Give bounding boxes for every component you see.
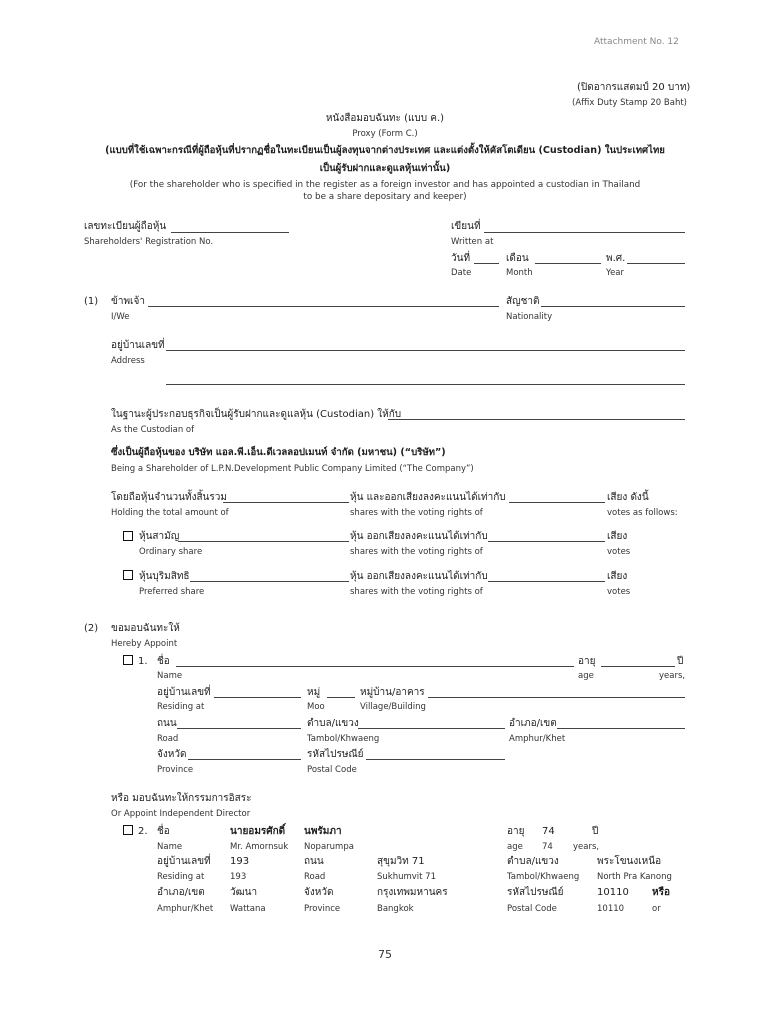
year-field[interactable]	[627, 263, 685, 264]
p2-tambol-value-th: พระโขนงเหนือ	[597, 856, 662, 867]
ordinary-label-en: Ordinary share	[139, 547, 203, 557]
p2-first-name-en: Mr. Amornsuk	[230, 842, 289, 852]
ordinary-share-checkbox[interactable]	[123, 531, 133, 541]
p1-residing-label-en: Residing at	[157, 702, 205, 712]
holding-label-th: โดยถือหุ้นจำนวนทั้งสิ้นรวม	[111, 492, 227, 503]
p2-tambol-label-th: ตำบล/แขวง	[507, 856, 559, 867]
reg-no-field[interactable]	[171, 232, 289, 233]
section-1-number: (1)	[84, 296, 99, 307]
preferred-votes-en: votes	[607, 587, 631, 597]
p1-road-field[interactable]	[177, 728, 301, 729]
shares-vote-en: shares with the voting rights of	[350, 508, 483, 518]
p2-age-value-th: 74	[542, 826, 555, 837]
iwe-label-th: ข้าพเจ้า	[111, 296, 145, 307]
p1-amphur-label-en: Amphur/Khet	[509, 734, 566, 744]
p2-years-label-th: ปี	[592, 826, 599, 837]
nationality-label-en: Nationality	[506, 312, 553, 322]
month-label-en: Month	[506, 268, 533, 278]
address-label-th: อยู่บ้านเลขที่	[111, 340, 165, 351]
p1-name-field[interactable]	[176, 666, 574, 667]
p2-first-name-th: นายอมรศักดิ์	[230, 826, 286, 837]
p1-tambol-field[interactable]	[358, 728, 505, 729]
p2-province-value-th: กรุงเทพมหานคร	[377, 887, 448, 898]
votes-follows-th: เสียง ดังนี้	[607, 492, 649, 503]
form-title-en: Proxy (Form C.)	[352, 129, 418, 139]
ordinary-shares-field[interactable]	[178, 541, 349, 542]
p2-amphur-label-en: Amphur/Khet	[157, 904, 214, 914]
preferred-votes-field[interactable]	[488, 581, 605, 582]
shareholder-of-en: Being a Shareholder of L.P.N.Development Public Company Limited (“The Company”)	[111, 464, 474, 474]
p2-postal-value-en: 10110	[597, 904, 625, 914]
p1-road-label-th: ถนน	[157, 718, 177, 729]
custodian-label-th: ในฐานะผู้ประกอบธุรกิจเป็นผู้รับฝากและดูแลหุ้น (Custodian) ให้กับ	[111, 409, 402, 420]
p2-age-value-en: 74	[542, 842, 553, 852]
proxy-2-number: 2.	[138, 826, 148, 837]
subtitle-en-2: to be a share depositary and keeper)	[303, 192, 467, 202]
date-label-th: วันที่	[451, 253, 471, 264]
p2-road-value-th: สุขุมวิท 71	[377, 856, 425, 867]
appoint-label-en: Hereby Appoint	[111, 639, 178, 649]
p1-postal-field[interactable]	[366, 759, 505, 760]
p2-postal-label-en: Postal Code	[507, 904, 557, 914]
p2-tambol-value-en: North Pra Kanong	[597, 872, 672, 882]
p1-village-field[interactable]	[428, 697, 685, 698]
ordinary-vote-th: หุ้น ออกเสียงลงคะแนนได้เท่ากับ	[350, 531, 488, 542]
custodian-label-en: As the Custodian of	[111, 425, 195, 435]
preferred-label-th: หุ้นบุริมสิทธิ	[139, 571, 190, 582]
p2-last-name-en: Noparumpa	[304, 842, 354, 852]
p2-name-label-th: ชื่อ	[157, 826, 170, 837]
custodian-field[interactable]	[388, 419, 685, 420]
page-number: 75	[378, 948, 392, 961]
attachment-label: Attachment No. 12	[594, 37, 679, 47]
shares-vote-th: หุ้น และออกเสียงลงคะแนนได้เท่ากับ	[350, 492, 506, 503]
year-label-en: Year	[606, 268, 624, 278]
p1-road-label-en: Road	[157, 734, 179, 744]
p2-road-label-th: ถนน	[304, 856, 324, 867]
ordinary-votes-th: เสียง	[607, 531, 628, 542]
section-2-number: (2)	[84, 623, 99, 634]
p2-last-name-th: นพรัมภา	[304, 826, 342, 837]
preferred-share-checkbox[interactable]	[123, 570, 133, 580]
p1-moo-field[interactable]	[327, 697, 355, 698]
p2-residing-label-en: Residing at	[157, 872, 205, 882]
ordinary-votes-field[interactable]	[488, 541, 605, 542]
p2-road-value-en: Sukhumvit 71	[377, 872, 437, 882]
preferred-votes-th: เสียง	[607, 571, 628, 582]
subtitle-th-2: เป็นผู้รับฝากและดูแลหุ้นเท่านั้น)	[319, 163, 451, 174]
p2-road-label-en: Road	[304, 872, 326, 882]
subtitle-th-1: (แบบที่ใช้เฉพาะกรณีที่ผู้ถือหุ้นที่ปรากฏชื่อในทะเบียนเป็นผู้ลงทุนจากต่างประเทศ และแต่งตั้งให้คัสโตเดียน (Custodian) ในประเทศไทย	[105, 145, 665, 156]
total-votes-field[interactable]	[509, 502, 605, 503]
p1-name-label-th: ชื่อ	[157, 656, 170, 667]
votes-follows-en: votes as follows:	[607, 508, 678, 518]
p1-amphur-label-th: อำเภอ/เขต	[509, 718, 557, 729]
p2-province-label-en: Province	[304, 904, 341, 914]
total-shares-field[interactable]	[223, 502, 349, 503]
p2-province-value-en: Bangkok	[377, 904, 414, 914]
p1-tambol-label-th: ตำบล/แขวง	[307, 718, 359, 729]
shareholder-of-th: ซึ่งเป็นผู้ถือหุ้นของ บริษัท แอล.พี.เอ็น.ดีเวลลอปเมนท์ จำกัด (มหาชน) (“บริษัท”)	[111, 447, 446, 458]
proxy-1-number: 1.	[138, 656, 148, 667]
p1-years-label-en: years,	[659, 671, 686, 681]
or-director-th: หรือ มอบฉันทะให้กรรมการอิสระ	[111, 793, 252, 804]
p2-name-label-en: Name	[157, 842, 183, 852]
p1-tambol-label-en: Tambol/Khwaeng	[307, 734, 380, 744]
written-label-en: Written at	[451, 237, 494, 247]
p1-village-label-en: Village/Building	[360, 702, 426, 712]
month-field[interactable]	[535, 263, 601, 264]
address-field-2[interactable]	[166, 384, 685, 385]
form-title-th: หนังสือมอบฉันทะ (แบบ ค.)	[325, 113, 445, 124]
preferred-vote-en: shares with the voting rights of	[350, 587, 483, 597]
preferred-shares-field[interactable]	[190, 581, 349, 582]
written-label-th: เขียนที่	[451, 221, 481, 232]
address-field-1[interactable]	[166, 350, 685, 351]
holding-label-en: Holding the total amount of	[111, 508, 229, 518]
p2-amphur-value-en: Wattana	[230, 904, 266, 914]
reg-label-th: เลขทะเบียนผู้ถือหุ้น	[84, 221, 167, 232]
preferred-vote-th: หุ้น ออกเสียงลงคะแนนได้เท่ากับ	[350, 571, 488, 582]
ordinary-vote-en: shares with the voting rights of	[350, 547, 483, 557]
address-label-en: Address	[111, 356, 145, 366]
p1-residing-label-th: อยู่บ้านเลขที่	[157, 687, 211, 698]
iwe-label-en: I/We	[111, 312, 130, 322]
p1-age-label-en: age	[578, 671, 594, 681]
p1-postal-label-en: Postal Code	[307, 765, 357, 775]
p1-years-label-th: ปี	[677, 656, 684, 667]
p2-amphur-value-th: วัฒนา	[230, 887, 258, 898]
p2-residing-label-th: อยู่บ้านเลขที่	[157, 856, 211, 867]
p1-province-field[interactable]	[188, 759, 301, 760]
iwe-field[interactable]	[148, 306, 499, 307]
appoint-label-th: ขอมอบฉันทะให้	[111, 623, 180, 634]
stamp-en: (Affix Duty Stamp 20 Baht)	[572, 98, 687, 108]
p2-postal-value-th: 10110	[597, 887, 629, 898]
p1-name-label-en: Name	[157, 671, 183, 681]
p2-or-en: or	[652, 904, 661, 914]
year-label-th: พ.ศ.	[606, 253, 626, 264]
date-label-en: Date	[451, 268, 472, 278]
p2-province-label-th: จังหวัด	[304, 887, 334, 898]
proxy-1-checkbox[interactable]	[123, 655, 133, 665]
p2-amphur-label-th: อำเภอ/เขต	[157, 887, 205, 898]
nationality-field[interactable]	[541, 306, 685, 307]
p2-or-th: หรือ	[652, 887, 670, 898]
p1-village-label-th: หมู่บ้าน/อาคาร	[360, 687, 425, 698]
p1-age-field[interactable]	[601, 666, 675, 667]
p2-house-value-th: 193	[230, 856, 250, 867]
p1-province-label-en: Province	[157, 765, 194, 775]
month-label-th: เดือน	[506, 253, 529, 264]
p2-house-value-en: 193	[230, 872, 247, 882]
ordinary-votes-en: votes	[607, 547, 631, 557]
written-at-field[interactable]	[484, 232, 685, 233]
ordinary-label-th: หุ้นสามัญ	[139, 531, 180, 542]
p1-moo-label-th: หมู่	[307, 687, 321, 698]
reg-label-en: Shareholders' Registration No.	[84, 237, 214, 247]
date-field[interactable]	[474, 263, 499, 264]
p2-years-label-en: years,	[573, 842, 600, 852]
p1-amphur-field[interactable]	[557, 728, 685, 729]
proxy-2-checkbox[interactable]	[123, 825, 133, 835]
p1-postal-label-th: รหัสไปรษณีย์	[307, 749, 364, 760]
or-director-en: Or Appoint Independent Director	[111, 809, 251, 819]
p1-province-label-th: จังหวัด	[157, 749, 187, 760]
stamp-th: (ปิดอากรแสตมป์ 20 บาท)	[577, 82, 691, 93]
p2-postal-label-th: รหัสไปรษณีย์	[507, 887, 564, 898]
p2-age-label-en: age	[507, 842, 523, 852]
p1-age-label-th: อายุ	[578, 656, 596, 667]
preferred-label-en: Preferred share	[139, 587, 205, 597]
p2-tambol-label-en: Tambol/Khwaeng	[507, 872, 580, 882]
p1-moo-label-en: Moo	[307, 702, 325, 712]
nationality-label-th: สัญชาติ	[506, 296, 540, 307]
p2-age-label-th: อายุ	[507, 826, 525, 837]
subtitle-en-1: (For the shareholder who is specified in the register as a foreign investor and has appointed a custodian in Thailand	[129, 180, 641, 190]
p1-residing-field[interactable]	[214, 697, 301, 698]
